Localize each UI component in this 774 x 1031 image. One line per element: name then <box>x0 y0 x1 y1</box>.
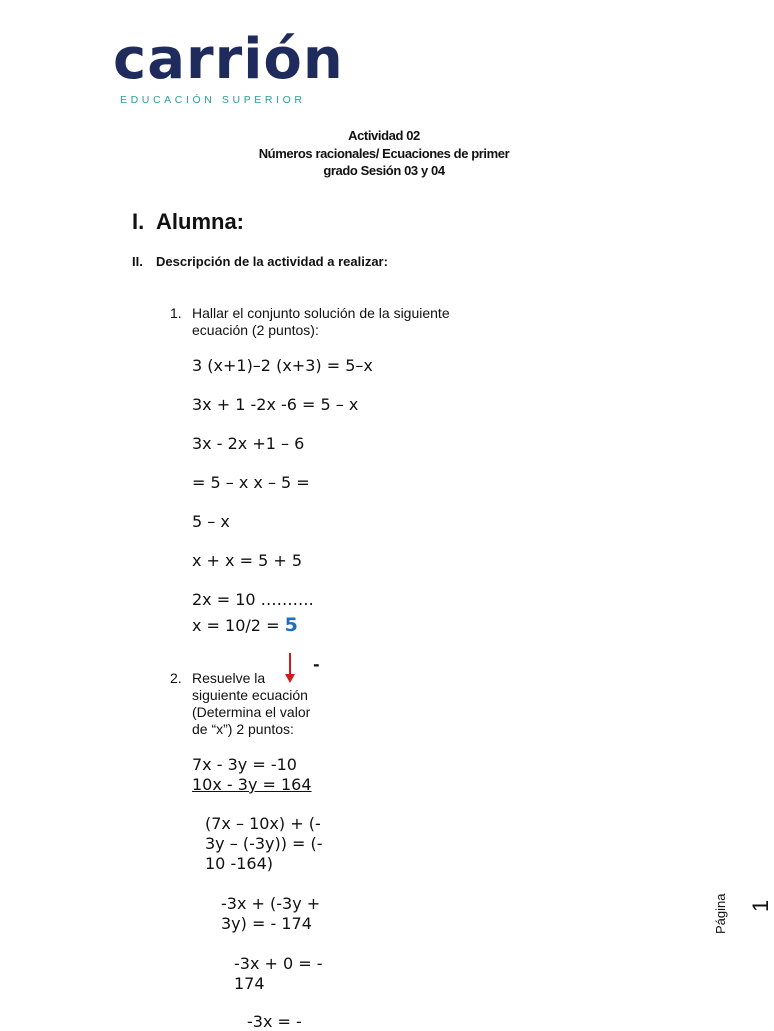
section-title: Descripción de la actividad a realizar: <box>156 254 388 269</box>
section-number: I. <box>132 209 145 234</box>
system-equation: 10x - 3y = 164 <box>192 775 312 794</box>
equation-step: x = 10/2 = <box>192 616 280 635</box>
item-prompt-line: de “x”) 2 puntos: <box>192 721 294 737</box>
equation-step: 10 -164) <box>205 854 273 873</box>
item-prompt-line: siguiente ecuación <box>192 687 308 703</box>
equation-step: x + x = 5 + 5 <box>192 551 303 570</box>
activity-subtitle-line1: Números racionales/ Ecuaciones de primer <box>258 146 510 161</box>
brand-logo: carrión <box>113 27 344 92</box>
equation-step: -3x + 0 = - <box>234 954 323 973</box>
page-number: 1 <box>748 899 773 912</box>
equation-step: (7x – 10x) + (- <box>205 814 321 833</box>
stray-dash: - <box>313 655 320 674</box>
item-prompt-line: Resuelve la <box>192 670 266 686</box>
item-prompt-line: (Determina el valor <box>192 704 311 720</box>
section-number: II. <box>132 254 143 269</box>
equation-step: 5 – x <box>192 512 230 531</box>
item-number: 2. <box>170 670 182 686</box>
item-number: 1. <box>170 305 182 321</box>
page-label <box>713 893 733 994</box>
equation-step: 3 (x+1)–2 (x+3) = 5–x <box>192 356 373 375</box>
answer-value: 5 <box>284 614 298 636</box>
equation-step: 2x = 10 ………. <box>192 590 314 609</box>
system-equation: 7x - 3y = -10 <box>192 755 297 774</box>
equation-step: 3y) = - 174 <box>221 914 312 933</box>
equation-step: 3y – (-3y)) = (- <box>205 834 323 853</box>
section-heading-student <box>132 209 244 235</box>
section-heading-description <box>132 254 388 269</box>
equation-step: 174 <box>234 974 265 993</box>
brand-subtitle: EDUCACIÓN SUPERIOR <box>120 94 306 106</box>
activity-subtitle-line2: grado Sesión 03 y 04 <box>323 163 445 178</box>
equation-step: -3x = - <box>247 1012 302 1031</box>
equation-step: = 5 – x x – 5 = <box>192 473 310 492</box>
arrow-head-icon <box>285 674 295 683</box>
equation-step: -3x + (-3y + <box>221 894 321 913</box>
activity-title: Actividad 02 <box>348 128 420 143</box>
equation-step: 3x + 1 -2x -6 = 5 – x <box>192 395 359 414</box>
page-word: Página <box>713 893 728 934</box>
item-prompt-line: ecuación (2 puntos): <box>192 322 319 338</box>
equation-final <box>192 614 298 636</box>
item-prompt-line: Hallar el conjunto solución de la siguiente <box>192 305 450 321</box>
section-title: Alumna: <box>156 209 244 234</box>
equation-step: 3x - 2x +1 – 6 <box>192 434 305 453</box>
